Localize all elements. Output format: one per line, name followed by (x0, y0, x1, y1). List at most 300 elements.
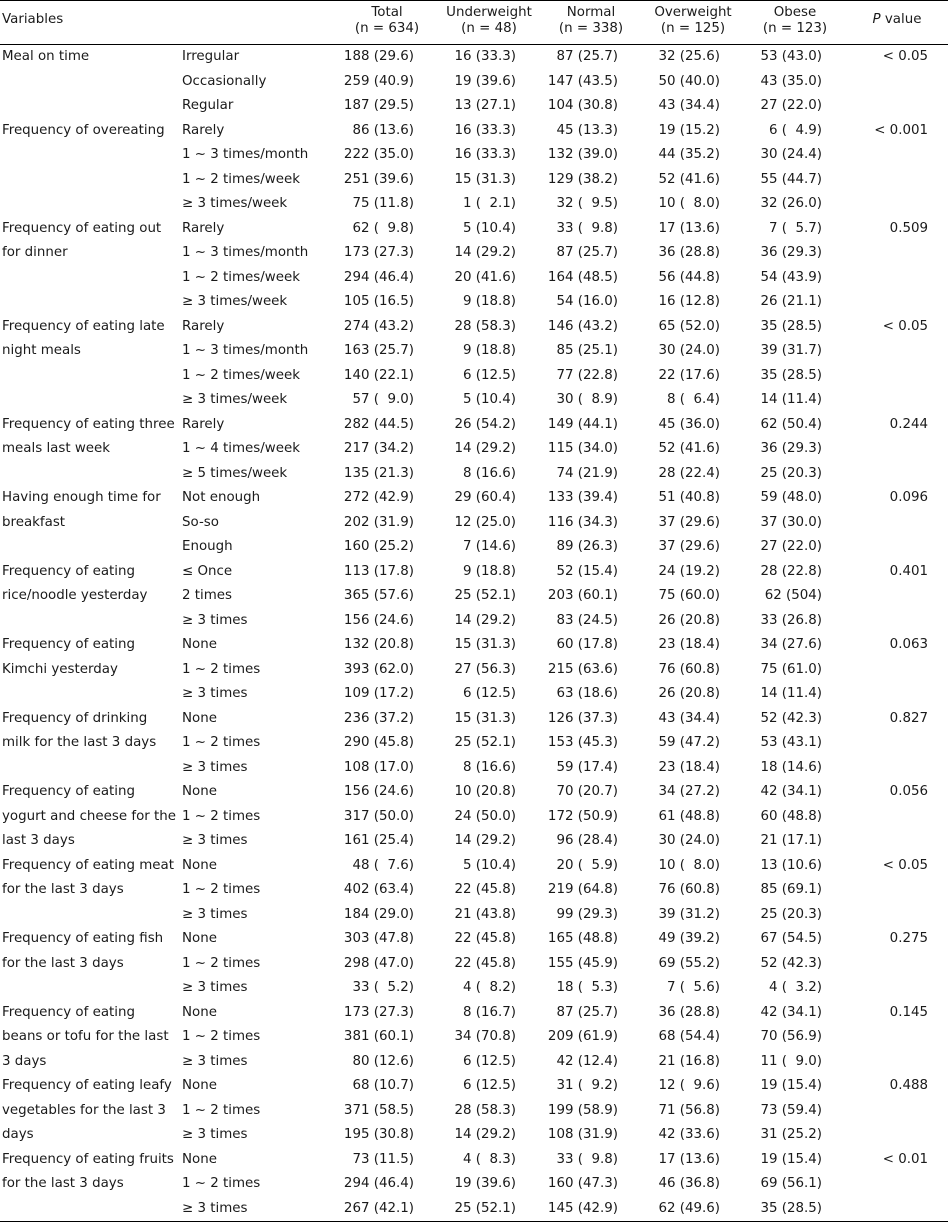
total-value: 173 (27.3) (343, 245, 415, 260)
table-row (0, 119, 948, 144)
obese-value: 62 (504) (764, 588, 823, 603)
total-value: 251 (39.6) (343, 171, 415, 187)
underweight-value: 15 (31.3) (454, 710, 517, 726)
variable-cell (0, 878, 178, 903)
table-row (0, 143, 948, 168)
overweight-value: 76 (60.8) (658, 661, 721, 677)
category-label: None (182, 931, 217, 946)
obese-value: 13 (10.6) (760, 857, 823, 873)
p-value: < 0.05 (882, 857, 929, 873)
category-label: Rarely (182, 122, 225, 138)
table-row (0, 829, 948, 854)
underweight-value: 14 (29.2) (454, 245, 517, 260)
underweight-value: 6 (12.5) (462, 686, 517, 701)
header-underweight (438, 1, 540, 45)
total-value: 156 (24.6) (343, 612, 415, 628)
total-value: 371 (58.5) (343, 1102, 415, 1118)
total-value: 48 ( 7.6) (352, 857, 415, 873)
underweight-value: 25 (52.1) (454, 588, 517, 603)
category-label: Enough (182, 539, 233, 554)
underweight-value: 14 (29.2) (454, 1127, 517, 1142)
obese-value: 19 (15.4) (760, 1078, 823, 1093)
overweight-value: 43 (34.4) (658, 710, 721, 726)
overweight-value: 59 (47.2) (658, 735, 721, 750)
total-value: 80 (12.6) (352, 1053, 415, 1069)
overweight-value: 12 ( 9.6) (658, 1078, 721, 1093)
p-value (846, 94, 948, 119)
category-label: None (182, 1078, 217, 1093)
underweight-value: 28 (58.3) (454, 318, 517, 334)
total-value: 222 (35.0) (343, 147, 415, 162)
obese-value: 52 (42.3) (760, 710, 823, 726)
variable-cell (0, 192, 178, 217)
total-value: 105 (16.5) (343, 294, 415, 309)
total-value: 402 (63.4) (343, 882, 415, 897)
total-value: 267 (42.1) (336, 1197, 438, 1222)
header-underweight-label: Underweight (446, 5, 532, 20)
table-row (0, 1123, 948, 1148)
total-value: 132 (20.8) (343, 637, 415, 652)
normal-value: 126 (37.3) (547, 710, 619, 726)
obese-value: 55 (44.7) (760, 171, 823, 187)
variable-cell (0, 560, 178, 603)
normal-value: 33 ( 9.8) (556, 1151, 619, 1167)
table-row (0, 854, 948, 879)
variable-cell (0, 462, 178, 487)
obese-value: 25 (20.3) (760, 906, 823, 922)
obese-value: 7 ( 5.7) (768, 220, 823, 236)
overweight-value: 36 (28.8) (658, 1004, 721, 1020)
underweight-value: 14 (29.2) (454, 612, 517, 628)
normal-value: 32 ( 9.5) (556, 196, 619, 211)
header-overweight-label: Overweight (654, 5, 732, 20)
variable-cell (0, 94, 178, 119)
table-row (0, 878, 948, 903)
variable-cell (0, 1074, 178, 1142)
table-row (0, 731, 948, 756)
total-value: 75 (11.8) (352, 196, 415, 211)
normal-value: 52 (15.4) (556, 563, 619, 579)
variable-label: Frequency of eating fish for the last 3 days (2, 931, 164, 971)
header-normal (540, 1, 642, 45)
table-row (0, 168, 948, 193)
total-value: 113 (17.8) (343, 563, 415, 579)
variable-cell (0, 584, 178, 609)
p-value (846, 511, 948, 536)
total-value: 188 (29.6) (343, 49, 415, 64)
underweight-value: 15 (31.3) (454, 171, 517, 187)
table-row (0, 70, 948, 95)
table-row (0, 45, 948, 70)
category-label: 1 ~ 2 times/week (182, 367, 300, 383)
header-variables: Variables (0, 1, 336, 45)
underweight-value: 10 (20.8) (454, 784, 517, 799)
variable-cell (0, 413, 178, 456)
p-value: 0.509 (889, 220, 929, 236)
category-label: 1 ~ 2 times (182, 735, 261, 750)
obese-value: 6 ( 4.9) (768, 122, 823, 138)
normal-value: 54 (16.0) (556, 294, 619, 309)
obese-value: 37 (30.0) (760, 514, 823, 530)
total-value: 108 (17.0) (343, 759, 415, 775)
table-row (0, 609, 948, 634)
overweight-value: 52 (41.6) (658, 171, 721, 187)
category-label: Rarely (182, 318, 225, 334)
overweight-value: 36 (28.8) (658, 245, 721, 260)
underweight-value: 4 ( 8.3) (462, 1151, 517, 1167)
table-row (0, 1074, 948, 1099)
category-label: Regular (182, 98, 234, 113)
total-value: 274 (43.2) (343, 318, 415, 334)
table-row (0, 339, 948, 364)
table-row (0, 1099, 948, 1124)
normal-value: 87 (25.7) (556, 245, 619, 260)
p-value (846, 1172, 948, 1197)
category-label: 1 ~ 2 times/week (182, 269, 300, 285)
overweight-value: 32 (25.6) (658, 49, 721, 64)
p-value: < 0.05 (882, 49, 929, 64)
variable-label: Frequency of overeating (2, 122, 165, 138)
header-obese (744, 1, 846, 45)
table-row (0, 1001, 948, 1026)
total-value: 140 (22.1) (343, 367, 415, 383)
underweight-value: 25 (52.1) (454, 735, 517, 750)
table-row (0, 241, 948, 266)
table-row (0, 756, 948, 781)
p-value (846, 143, 948, 168)
obese-value: 32 (26.0) (760, 196, 823, 211)
obese-value: 75 (61.0) (760, 661, 823, 677)
category-label: ≥ 3 times/week (182, 392, 288, 407)
category-label: ≥ 3 times (182, 1127, 248, 1142)
underweight-value: 14 (29.2) (454, 833, 517, 848)
normal-value: 30 ( 8.9) (556, 392, 619, 407)
p-value (846, 462, 948, 487)
category-label: 1 ~ 2 times (182, 808, 261, 824)
p-value (846, 437, 948, 462)
normal-value: 89 (26.3) (556, 539, 619, 554)
overweight-value: 28 (22.4) (658, 465, 721, 481)
normal-value: 155 (45.9) (547, 955, 619, 971)
category-label: Rarely (182, 416, 225, 432)
underweight-value: 22 (45.8) (454, 955, 517, 971)
variable-cell (0, 45, 178, 70)
category-label: Irregular (182, 49, 240, 64)
p-value: 0.056 (889, 784, 929, 799)
variable-cell (0, 364, 178, 389)
total-value: 184 (29.0) (343, 906, 415, 922)
variable-cell (0, 70, 178, 95)
variable-cell (0, 217, 178, 260)
category-label: ≤ Once (182, 563, 233, 579)
underweight-value: 9 (18.8) (462, 343, 517, 358)
obese-value: 35 (28.5) (760, 367, 823, 383)
normal-value: 70 (20.7) (556, 784, 619, 799)
total-value: 365 (57.6) (343, 588, 415, 603)
overweight-value: 51 (40.8) (658, 490, 721, 505)
table-row (0, 413, 948, 438)
overweight-value: 39 (31.2) (658, 906, 721, 922)
overweight-value: 26 (20.8) (658, 686, 721, 701)
overweight-value: 23 (18.4) (658, 637, 721, 652)
underweight-value: 27 (56.3) (454, 661, 517, 677)
category-label: None (182, 1004, 217, 1020)
variable-cell (0, 241, 178, 266)
obese-value: 36 (29.3) (760, 245, 823, 260)
overweight-value: 30 (24.0) (658, 343, 721, 358)
obese-value: 14 (11.4) (760, 686, 823, 701)
variable-cell (0, 388, 178, 413)
total-value: 62 ( 9.8) (352, 220, 415, 236)
normal-value: 146 (43.2) (547, 318, 619, 334)
header-normal-n: (n = 338) (558, 21, 624, 36)
overweight-value: 49 (39.2) (658, 931, 721, 946)
variable-cell (0, 658, 178, 683)
header-row (0, 1, 948, 45)
variable-cell (0, 119, 178, 144)
obese-value: 43 (35.0) (760, 73, 823, 89)
total-value: 160 (25.2) (343, 539, 415, 554)
obese-value: 85 (69.1) (760, 882, 823, 897)
variable-cell (0, 1148, 178, 1191)
underweight-value: 16 (33.3) (454, 147, 517, 162)
overweight-value: 19 (15.2) (658, 122, 721, 138)
normal-value: 164 (48.5) (547, 269, 619, 285)
normal-value: 108 (31.9) (547, 1127, 619, 1142)
total-value: 217 (34.2) (343, 441, 415, 456)
obese-value: 42 (34.1) (760, 784, 823, 799)
obese-value: 35 (28.5) (744, 1197, 846, 1222)
category-label: ≥ 3 times (182, 686, 248, 701)
normal-value: 83 (24.5) (556, 612, 619, 628)
variable-label: Frequency of eating Kimchi yesterday (2, 637, 135, 677)
table-row (0, 1050, 948, 1075)
underweight-value: 8 (16.6) (462, 465, 517, 481)
underweight-value: 22 (45.8) (454, 882, 517, 897)
overweight-value: 68 (54.4) (658, 1029, 721, 1044)
category-label: Not enough (182, 490, 261, 505)
overweight-value: 44 (35.2) (658, 147, 721, 162)
p-value: < 0.001 (874, 122, 929, 138)
overweight-value: 42 (33.6) (658, 1127, 721, 1142)
normal-value: 63 (18.6) (556, 686, 619, 701)
variable-cell (0, 976, 178, 1001)
p-value (846, 364, 948, 389)
total-value: 109 (17.2) (343, 686, 415, 701)
total-value: 68 (10.7) (352, 1078, 415, 1093)
table-row (0, 780, 948, 805)
normal-value: 147 (43.5) (547, 73, 619, 89)
total-value: 135 (21.3) (343, 465, 415, 481)
total-value: 381 (60.1) (343, 1029, 415, 1044)
obese-value: 33 (26.8) (760, 612, 823, 628)
p-value: 0.401 (889, 563, 929, 579)
obese-value: 52 (42.3) (760, 955, 823, 971)
category-label: 1 ~ 2 times (182, 955, 261, 971)
category-label: 1 ~ 2 times (182, 882, 261, 897)
obese-value: 67 (54.5) (760, 931, 823, 946)
normal-value: 74 (21.9) (556, 465, 619, 481)
table-row (0, 633, 948, 658)
underweight-value: 22 (45.8) (454, 931, 517, 946)
category-label: 1 ~ 2 times (182, 1102, 261, 1118)
category-label: ≥ 3 times (182, 980, 248, 995)
total-value: 161 (25.4) (343, 833, 415, 848)
underweight-value: 1 ( 2.1) (462, 196, 517, 211)
category-label: ≥ 3 times/week (182, 294, 288, 309)
header-overweight (642, 1, 744, 45)
p-value (846, 682, 948, 707)
obese-value: 4 ( 3.2) (768, 980, 823, 995)
normal-value: 33 ( 9.8) (556, 220, 619, 236)
p-value (846, 266, 948, 291)
overweight-value: 62 (49.6) (642, 1197, 744, 1222)
variable-cell (0, 339, 178, 364)
table-row (0, 437, 948, 462)
normal-value: 133 (39.4) (547, 490, 619, 505)
header-overweight-n: (n = 125) (660, 21, 726, 36)
p-value: 0.063 (889, 637, 929, 652)
underweight-value: 25 (52.1) (438, 1197, 540, 1222)
variable-cell (0, 1025, 178, 1050)
table-row (0, 462, 948, 487)
overweight-value: 61 (48.8) (658, 808, 721, 824)
variable-label: Frequency of eating fruits for the last 3 days (2, 1151, 174, 1191)
category-label: None (182, 857, 217, 873)
overweight-value: 17 (13.6) (658, 1151, 721, 1167)
table-row (0, 217, 948, 242)
total-value: 298 (47.0) (343, 955, 415, 971)
obese-value: 11 ( 9.0) (760, 1053, 823, 1069)
overweight-value: 22 (17.6) (658, 367, 721, 383)
underweight-value: 24 (50.0) (454, 808, 517, 824)
total-value: 163 (25.7) (343, 343, 415, 358)
p-value (846, 1123, 948, 1148)
header-total-label: Total (371, 5, 403, 20)
variable-cell (0, 633, 178, 677)
table-body (0, 45, 948, 1222)
normal-value: 116 (34.3) (547, 514, 619, 530)
category-label: ≥ 3 times (182, 612, 248, 628)
underweight-value: 5 (10.4) (462, 857, 517, 873)
table-row (0, 1025, 948, 1050)
normal-value: 129 (38.2) (547, 171, 619, 187)
overweight-value: 45 (36.0) (658, 416, 721, 432)
overweight-value: 7 ( 5.6) (666, 980, 721, 995)
total-value: 393 (62.0) (343, 661, 415, 677)
normal-value: 18 ( 5.3) (556, 980, 619, 995)
p-value (846, 731, 948, 756)
total-value: 57 ( 9.0) (352, 392, 415, 407)
category-label: Rarely (182, 220, 225, 236)
obese-value: 35 (28.5) (760, 318, 823, 334)
variable-label: Meal on time (2, 49, 90, 64)
variable-label: Frequency of eating rice/noodle yesterday (2, 563, 148, 603)
underweight-value: 34 (70.8) (454, 1029, 517, 1044)
variable-label: Frequency of eating yogurt and cheese for the last 3 days (2, 784, 177, 848)
variable-cell (0, 535, 178, 560)
normal-value: 219 (64.8) (547, 882, 619, 897)
underweight-value: 21 (43.8) (454, 906, 517, 922)
table-row (0, 192, 948, 217)
normal-value: 42 (12.4) (556, 1053, 619, 1069)
table-row (0, 805, 948, 830)
table-row (0, 1172, 948, 1197)
category-label: ≥ 3 times (178, 1197, 336, 1222)
variable-cell (0, 707, 178, 750)
obese-value: 19 (15.4) (760, 1151, 823, 1167)
normal-value: 160 (47.3) (547, 1176, 619, 1191)
category-label: ≥ 5 times/week (182, 465, 288, 481)
variable-cell (0, 682, 178, 707)
table-row (0, 315, 948, 340)
category-label: ≥ 3 times (182, 833, 248, 848)
overweight-value: 26 (20.8) (658, 612, 721, 628)
normal-value: 132 (39.0) (547, 147, 619, 162)
header-total (336, 1, 438, 45)
normal-value: 60 (17.8) (556, 637, 619, 652)
overweight-value: 17 (13.6) (658, 220, 721, 236)
variable-label: Frequency of eating late night meals (2, 318, 165, 358)
overweight-value: 10 ( 8.0) (658, 196, 721, 211)
obese-value: 26 (21.1) (760, 294, 823, 309)
overweight-value: 8 ( 6.4) (666, 392, 721, 407)
underweight-value: 5 (10.4) (462, 392, 517, 407)
category-label: 2 times (182, 588, 233, 603)
table-row (0, 290, 948, 315)
variable-cell (0, 437, 178, 462)
variable-cell (0, 1172, 178, 1197)
obese-value: 73 (59.4) (760, 1102, 823, 1118)
category-label: 1 ~ 4 times/week (182, 441, 300, 456)
variable-cell (0, 805, 178, 830)
p-value (846, 658, 948, 683)
obese-value: 36 (29.3) (760, 441, 823, 456)
normal-value: 77 (22.8) (556, 367, 619, 383)
underweight-value: 9 (18.8) (462, 563, 517, 579)
variable-cell (0, 609, 178, 634)
p-value (846, 805, 948, 830)
overweight-value: 69 (55.2) (658, 955, 721, 971)
table-row (0, 94, 948, 119)
p-value: < 0.05 (882, 318, 929, 334)
table-row (0, 658, 948, 683)
underweight-value: 4 ( 8.2) (462, 980, 517, 995)
variable-cell (0, 315, 178, 358)
category-label: None (182, 637, 217, 652)
overweight-value: 56 (44.8) (658, 269, 721, 285)
variable-label: Frequency of eating meat for the last 3 days (2, 857, 174, 897)
total-value: 195 (30.8) (343, 1127, 415, 1142)
normal-value: 87 (25.7) (556, 1004, 619, 1020)
obese-value: 60 (48.8) (760, 808, 823, 824)
underweight-value: 19 (39.6) (454, 1176, 517, 1191)
p-value (846, 290, 948, 315)
normal-value: 215 (63.6) (547, 661, 619, 677)
total-value: 294 (46.4) (343, 269, 415, 285)
total-value: 294 (46.4) (343, 1176, 415, 1191)
category-label: ≥ 3 times (182, 906, 248, 922)
obese-value: 27 (22.0) (760, 98, 823, 113)
variable-cell (0, 903, 178, 928)
category-label: 1 ~ 2 times (182, 1029, 261, 1044)
overweight-value: 50 (40.0) (658, 73, 721, 89)
table-row (0, 682, 948, 707)
normal-value: 165 (48.8) (547, 931, 619, 946)
header-obese-label: Obese (773, 5, 817, 20)
obese-value: 54 (43.9) (760, 269, 823, 285)
underweight-value: 6 (12.5) (462, 367, 517, 383)
